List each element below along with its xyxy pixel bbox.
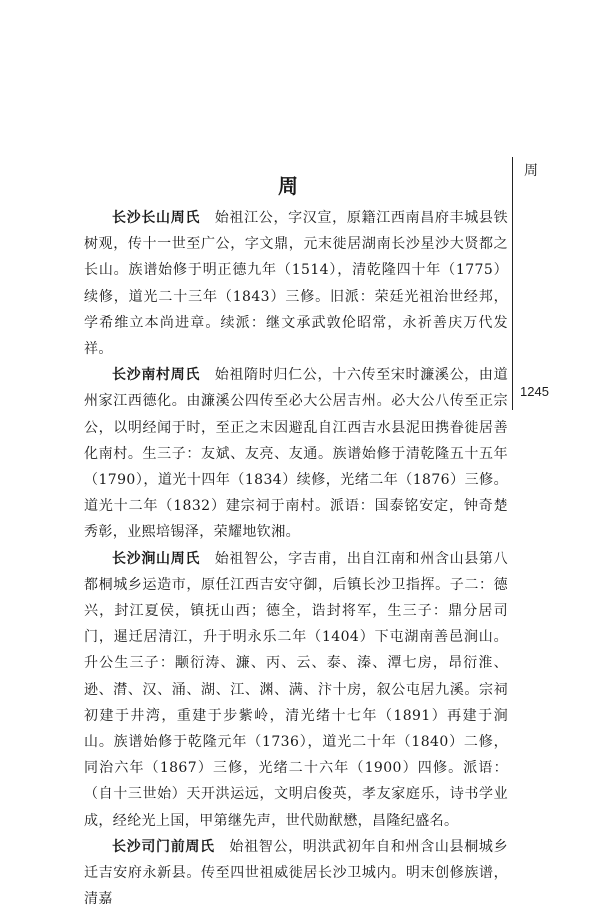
entry-text: 始祖隋时归仁公，十六传至宋时濂溪公，由道州家江西德化。由濂溪公四传至必大公居吉州。必大公八传至正宗公，以明经闻于时，至正之末因避乱自江西吉水县泥田携眷徙居善化南村。生三子：友斌、友亮、友通。族谱始修于清乾隆五十五年（1790），道光十四年（1834）续修，光绪二年（1876）三修。道光十二年（1832）建宗祠于南村。派语：国泰铭安定，钟奇楚秀彰，业熙培锡泽，荣耀地钦湘。 <box>84 367 509 541</box>
entry-title: 长沙涧山周氏 <box>112 550 201 567</box>
chapter-title: 周 <box>278 174 300 198</box>
entry-text: 始祖智公，明洪武初年自和州含山县桐城乡迁吉安府永新县。传至四世祖威徙居长沙卫城内。明末创修族谱，清嘉 <box>84 838 508 908</box>
entry-title: 长沙司门前周氏 <box>112 838 215 855</box>
entry-changshan <box>84 205 508 362</box>
side-label: 周 <box>524 163 538 179</box>
entry-nancun <box>84 362 508 545</box>
body-text <box>84 205 508 912</box>
entry-title: 长沙长山周氏 <box>112 210 201 226</box>
entry-title: 长沙南村周氏 <box>112 367 201 384</box>
entry-text: 始祖江公，字汉宣，原籍江西南昌府丰城县铁树观，传十一世至广公，字文鼎，元末徙居湖南长沙星沙大贤都之长山。族谱始修于明正德九年（1514），清乾隆四十年（1775）续修，道光二十三年（1843）三修。旧派：荣廷光祖治世经邦，学希维立本尚进章。续派：继文承武敦伦昭常，永祈善庆万代发祥。 <box>84 210 509 358</box>
side-rule <box>512 157 513 410</box>
page-number: 1245 <box>520 384 549 399</box>
entry-jianshan <box>84 546 508 834</box>
entry-simenqian <box>84 834 508 912</box>
entry-text: 始祖智公，字吉甫，出自江南和州含山县第八都桐城乡运造市，原任江西吉安守御，后镇长沙卫指挥。子二：德兴，封江夏侯，镇抚山西；德全，诰封将军，生三子：鼎分居司门，暹迁居清江，升于明永乐二年（1404）下屯湖南善邑涧山。升公生三子：颙衍涛、濂、丙、云、泰、溱、潭七房，昂衍淮、逊、潸、汉、涌、湖、江、渊、满、汴十房，叙公屯居九溪。宗祠初建于井湾，重建于步紫岭，清光绪十七年（1891）再建于涧山。族谱始修于乾隆元年（1736），道光二十年（1840）二修，同治六年（1867）三修，光绪二十六年（1900）四修。派语：（自十三世始）天开洪运远，文明启俊英，孝友家庭乐，诗书学业成，经纶光上国，甲第继先声，世代勋猷懋，昌隆纪盛名。 <box>84 550 509 829</box>
